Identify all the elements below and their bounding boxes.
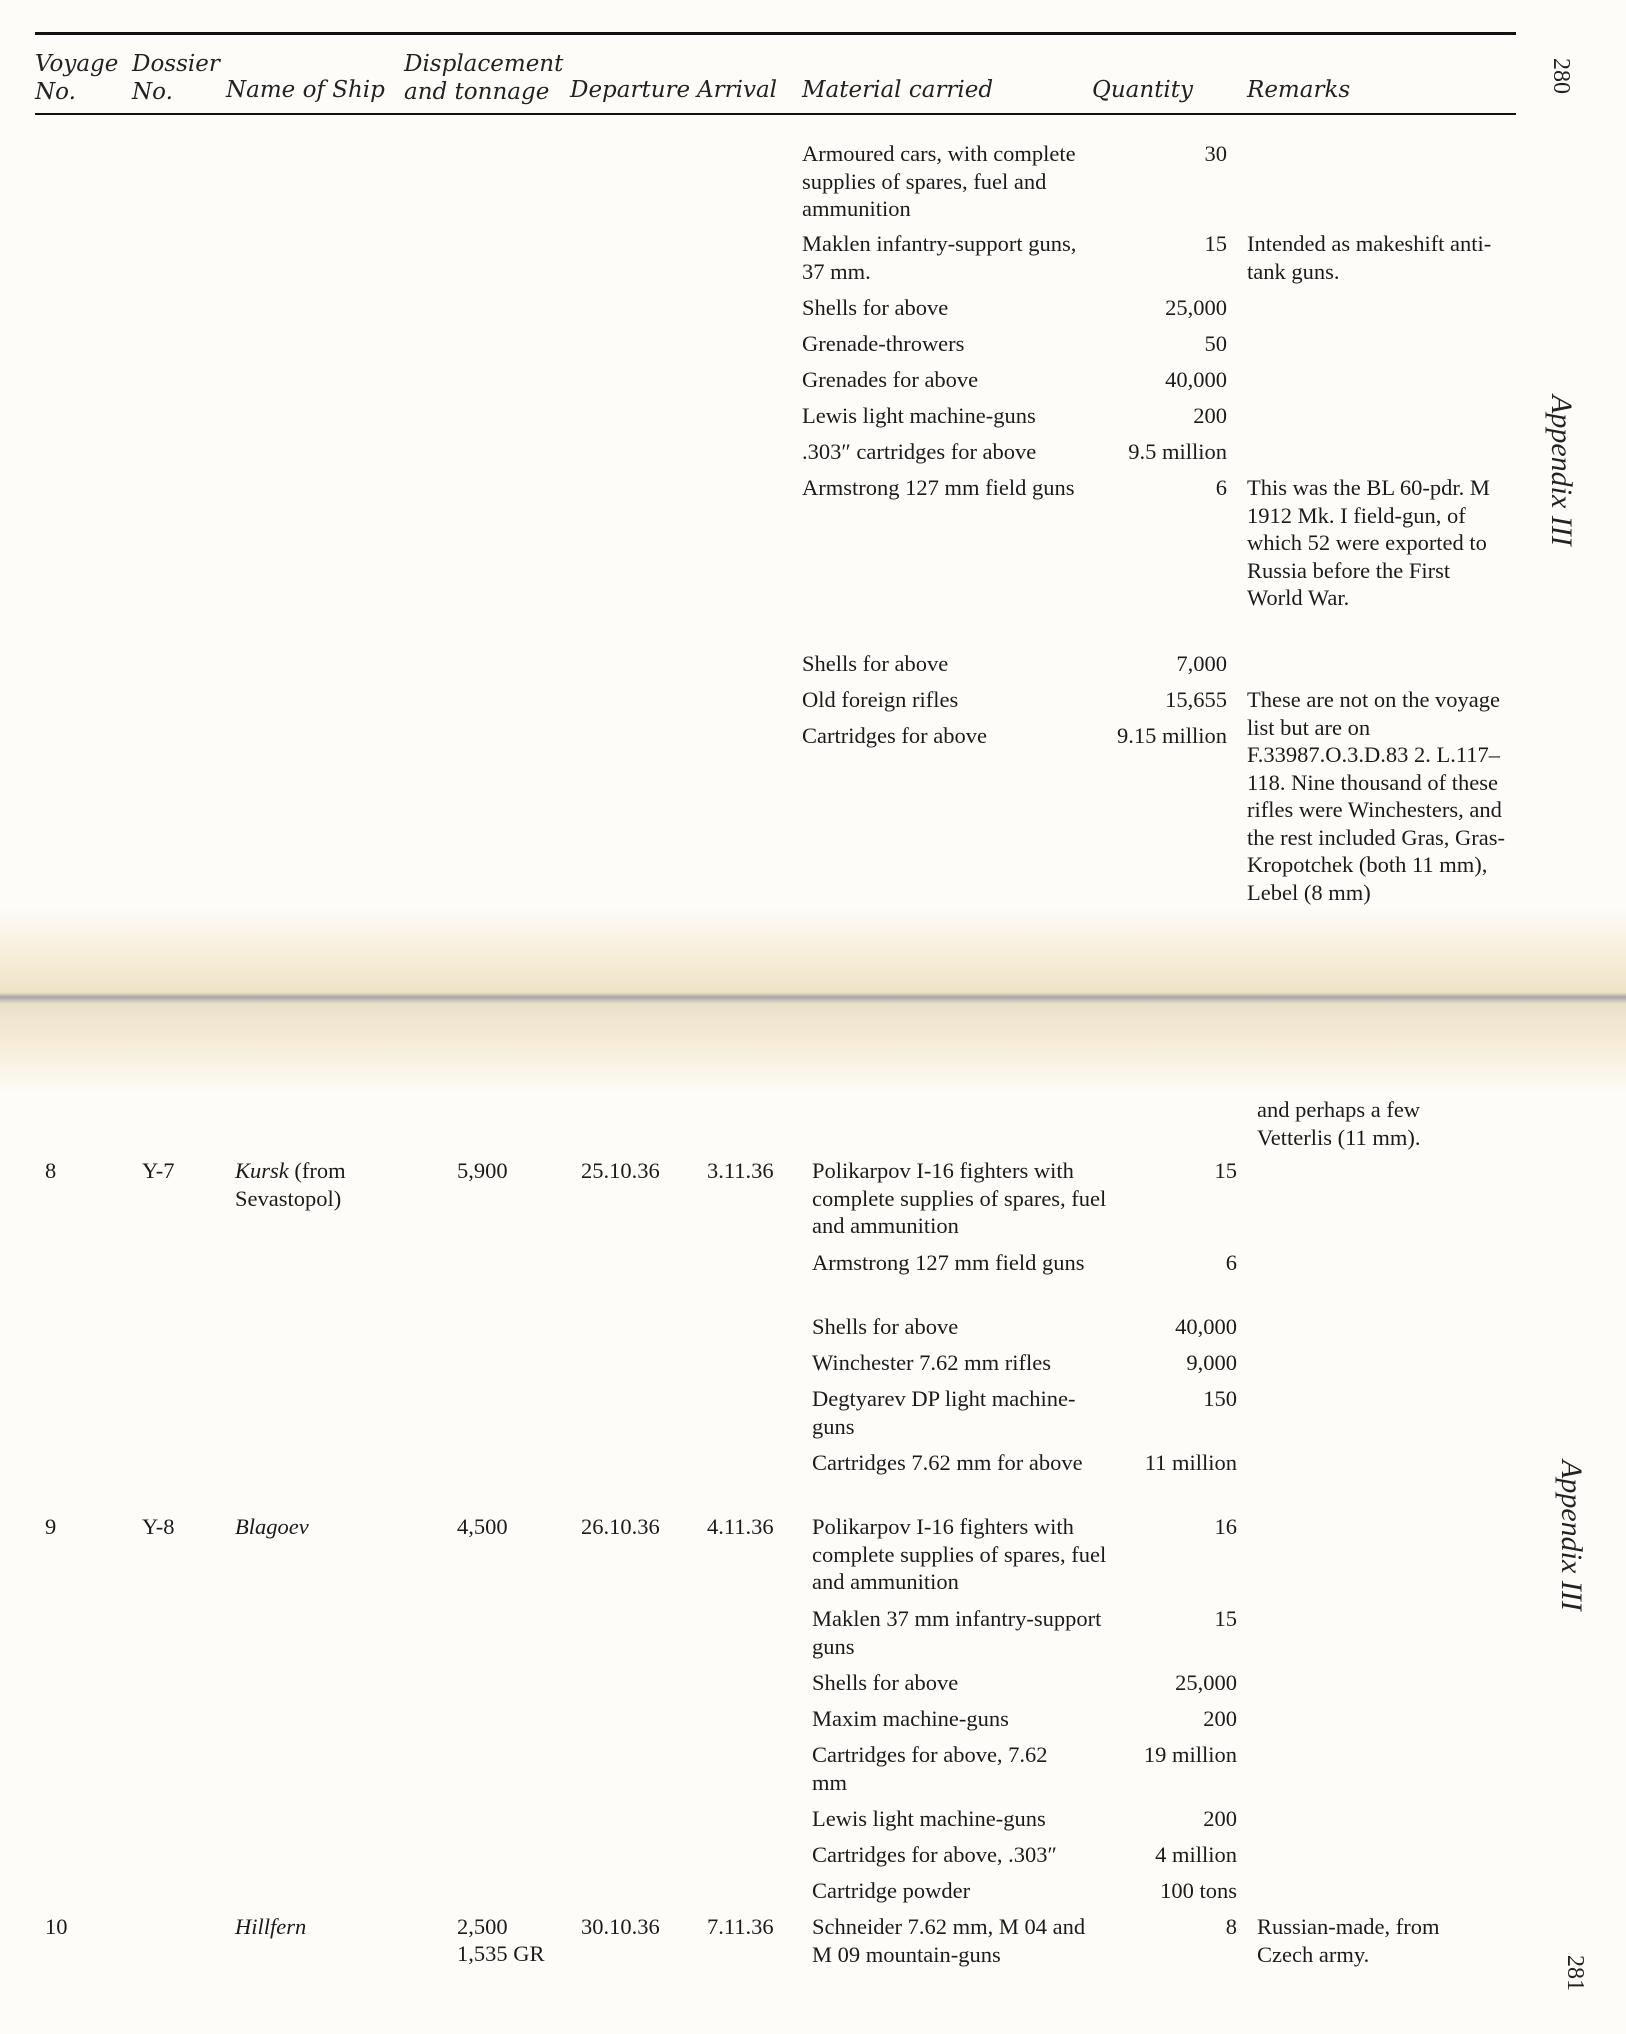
ship-name: Hillfern [235,1914,307,1939]
table-top-rule [35,32,1516,35]
quantity-cell: 200 [1193,403,1227,428]
header-quantity: Quantity [1092,77,1194,103]
material-cell: Schneider 7.62 mm, M 04 and M 09 mountain-guns [812,1914,1086,1967]
quantity-cell: 4 million [1155,1842,1237,1867]
dossier-number: Y-7 [142,1158,175,1183]
quantity-cell: 15,655 [1165,687,1227,712]
book-gutter [0,905,1626,1095]
departure-date: 25.10.36 [581,1158,660,1183]
material-cell: Maklen 37 mm infantry-support guns [812,1606,1102,1659]
material-cell: Shells for above [812,1670,959,1695]
ship-name-italic: Kursk [235,1158,289,1183]
material-cell: Cartridge powder [812,1878,971,1903]
quantity-cell: 15 [1214,1606,1237,1631]
displacement: 2,500 [457,1914,508,1939]
arrival-date: 4.11.36 [707,1514,774,1539]
material-cell: Shells for above [802,651,949,676]
material-cell: Old foreign rifles [802,687,959,712]
material-cell: Maklen infantry-support guns, 37 mm. [802,231,1077,284]
remarks-cell: These are not on the voyage list but are on F.33987.O.3.D.83 2. L.117–118. Nine thousand of these rifles were Winchesters, and the rest included Gras, Gras-Kropotchek (both 11 mm), Lebel (8 mm) [1247,687,1506,905]
material-cell: Grenades for above [802,367,979,392]
voyage-number: 8 [45,1158,57,1183]
quantity-cell: 19 million [1143,1742,1237,1767]
quantity-cell: 6 [1225,1250,1237,1275]
material-cell: Cartridges for above, 7.62 mm [812,1742,1048,1795]
quantity-cell: 25,000 [1165,295,1227,320]
running-head: Appendix III [1545,395,1578,546]
quantity-cell: 15 [1204,231,1227,256]
quantity-cell: 25,000 [1175,1670,1237,1695]
header-arrival: Arrival [697,77,778,103]
material-cell: Shells for above [812,1314,959,1339]
material-cell: Cartridges 7.62 mm for above [812,1450,1083,1475]
quantity-cell: 9,000 [1186,1350,1237,1375]
material-cell: Polikarpov I-16 fighters with complete supplies of spares, fuel and ammunition [812,1514,1107,1594]
remarks-cell: This was the BL 60-pdr. M 1912 Mk. I field-gun, of which 52 were exported to Russia before the First World War. [1247,475,1490,610]
quantity-cell: 40,000 [1175,1314,1237,1339]
material-cell: Armstrong 127 mm field guns [802,475,1075,500]
departure-date: 30.10.36 [581,1914,660,1939]
header-dossier: Dossier No. [132,51,220,105]
material-cell: Maxim machine-guns [812,1706,1009,1731]
material-cell: Lewis light machine-guns [812,1806,1046,1831]
material-cell: Cartridges for above [802,723,987,748]
quantity-cell: 11 million [1144,1450,1237,1475]
quantity-cell: 9.15 million [1116,723,1227,748]
quantity-cell: 8 [1225,1914,1237,1939]
quantity-cell: 50 [1204,331,1227,356]
running-head: Appendix III [1555,1460,1588,1611]
arrival-date: 7.11.36 [707,1914,774,1939]
remarks-cell: Russian-made, from Czech army. [1257,1914,1440,1967]
quantity-cell: 7,000 [1176,651,1227,676]
quantity-cell: 16 [1214,1514,1237,1539]
material-cell: Cartridges for above, .303″ [812,1842,1057,1867]
voyage-number: 9 [45,1514,57,1539]
quantity-cell: 40,000 [1165,367,1227,392]
material-cell: Polikarpov I-16 fighters with complete supplies of spares, fuel and ammunition [812,1158,1107,1238]
material-cell: Degtyarev DP light machine-guns [812,1386,1076,1439]
quantity-cell: 9.5 million [1128,439,1227,464]
ship-note: (from Sevastopol) [235,1158,346,1211]
material-cell: .303″ cartridges for above [802,439,1037,464]
header-bottom-rule [35,113,1516,115]
header-voyage: Voyage No. [35,51,119,105]
quantity-cell: 6 [1215,475,1227,500]
departure-date: 26.10.36 [581,1514,660,1539]
displacement-gross: 1,535 GR [457,1941,545,1966]
header-ship: Name of Ship [226,77,385,103]
material-cell: Armoured cars, with complete supplies of spares, fuel and ammunition [802,141,1076,221]
arrival-date: 3.11.36 [707,1158,774,1183]
page-number: 281 [1562,1955,1588,1991]
remarks-cell: Intended as makeshift anti-tank guns. [1247,231,1492,284]
material-cell: Lewis light machine-guns [802,403,1036,428]
material-cell: Grenade-throwers [802,331,965,356]
header-displacement: Displacement and tonnage [404,51,564,105]
quantity-cell: 200 [1203,1706,1237,1731]
material-cell: Winchester 7.62 mm rifles [812,1350,1052,1375]
quantity-cell: 15 [1214,1158,1237,1183]
quantity-cell: 150 [1203,1386,1237,1411]
quantity-cell: 30 [1204,141,1227,166]
voyage-number: 10 [45,1914,68,1939]
material-cell: Armstrong 127 mm field guns [812,1250,1085,1275]
quantity-cell: 100 tons [1160,1878,1237,1903]
quantity-cell: 200 [1203,1806,1237,1831]
displacement: 4,500 [457,1514,508,1539]
dossier-number: Y-8 [142,1514,175,1539]
ship-name: Blagoev [235,1514,309,1539]
header-remarks: Remarks [1247,77,1351,103]
material-cell: Shells for above [802,295,949,320]
ship-name [235,1157,395,1212]
displacement: 5,900 [457,1158,508,1183]
header-departure: Departure [570,77,691,103]
remarks-continued: and perhaps a few Vetterlis (11 mm). [1257,1097,1421,1150]
header-material: Material carried [802,77,994,103]
page-number: 280 [1548,58,1574,94]
